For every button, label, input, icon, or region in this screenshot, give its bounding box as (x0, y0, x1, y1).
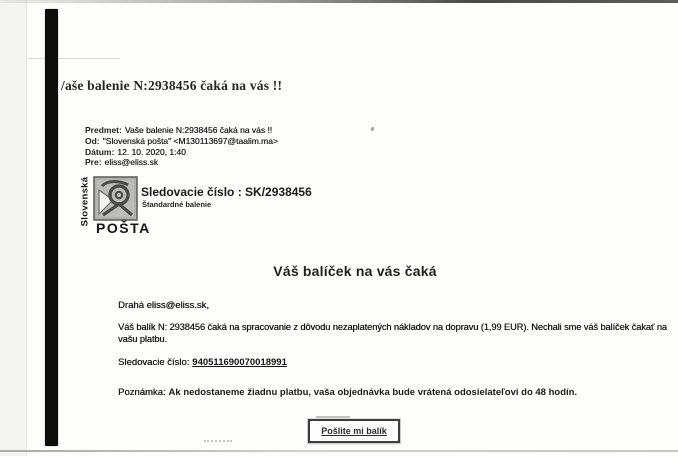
scan-fold-line (28, 58, 120, 59)
tracking-number-link[interactable]: 940511690070018991 (192, 357, 287, 368)
brand-wordmark: POŠTA (96, 220, 151, 236)
scan-dash-artifact (316, 416, 350, 418)
brand-vertical-name: Slovenská (79, 176, 91, 227)
email-header (85, 125, 278, 168)
send-package-button[interactable]: Pošlite mi balík (308, 419, 400, 443)
tracking-line (118, 357, 287, 368)
salutation: Drahá eliss@eliss.sk, (118, 300, 209, 311)
od-label: Od: (85, 135, 100, 146)
tracking-header: Sledovacie číslo : SK/2938456 (141, 185, 312, 199)
datum-label: Dátum: (85, 146, 115, 157)
pre-value: eliss@eliss.sk (104, 157, 159, 168)
email-header-row-pre (85, 157, 278, 168)
note-label: Poznámka: (118, 387, 166, 398)
body-paragraph: Váš balík N: 2938456 čaká na spracovanie z dôvodu nezaplatených nákladov na dopravu (1,99 EUR). Nechali sme váš balíček čakať na vašu platbu. (118, 322, 667, 344)
od-value: "Slovenská pošta" <M130113697@taalim.ma> (102, 135, 278, 146)
datum-value: 12. 10. 2020, 1:40 (117, 146, 186, 157)
scan-speck (370, 127, 374, 132)
tracking-label: Sledovacie číslo: (118, 357, 190, 368)
subject-line: /aše balenie N:2938456 čaká na vás !! (61, 78, 283, 93)
scan-top-edge (0, 0, 678, 3)
page-title: Váš balíček na vás čaká (273, 263, 437, 279)
email-header-row-od (85, 136, 278, 147)
predmet-value: Vaše balenie N:2938456 čaká na vás !! (124, 125, 273, 135)
email-header-row-datum (85, 147, 278, 158)
scan-black-bar-artifact (45, 9, 58, 446)
note-text: Ak nedostaneme žiadnu platbu, vaša objednávka bude vrátená odosielateľovi do 48 hodín. (168, 387, 578, 398)
note-line (118, 387, 577, 398)
predmet-label: Predmet: (85, 125, 122, 135)
pencil-marks (204, 440, 232, 444)
service-type-label: Štandardné balenie (142, 200, 212, 209)
scan-bottom-edge (0, 450, 678, 452)
posthorn-icon (93, 176, 138, 226)
scan-left-margin (0, 0, 27, 456)
email-header-row-predmet (85, 125, 278, 136)
pre-label: Pre: (85, 157, 102, 168)
